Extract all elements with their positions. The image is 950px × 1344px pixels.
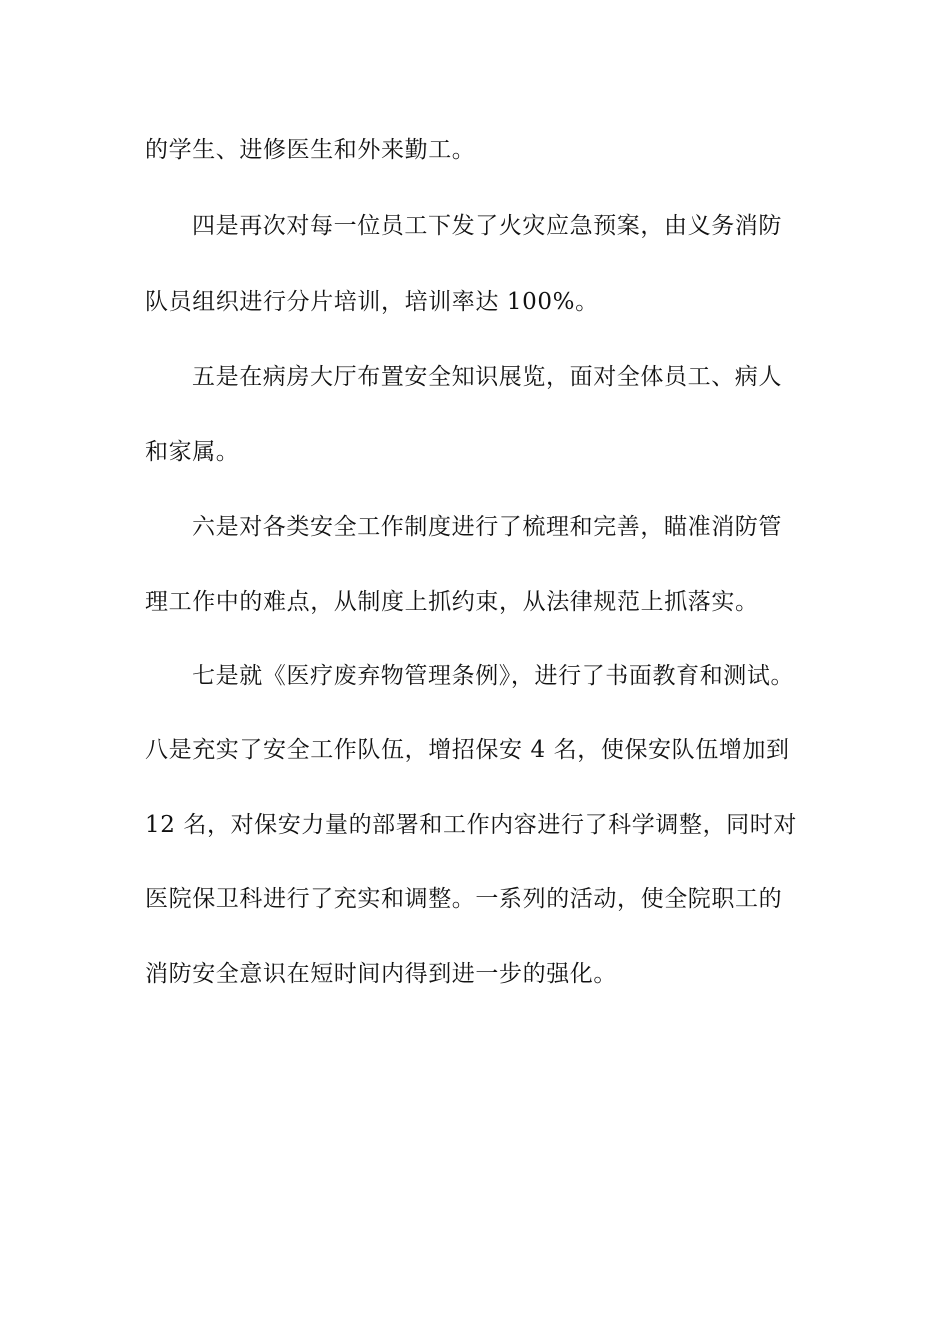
text-line: 队员组织进行分片培训，培训率达 100%。 bbox=[145, 289, 599, 315]
text-line: 四是再次对每一位员工下发了火灾应急预案，由义务消防 bbox=[192, 213, 782, 239]
text-line: 五是在病房大厅布置安全知识展览，面对全体员工、病人 bbox=[192, 364, 782, 390]
text-line: 八是充实了安全工作队伍，增招保安 4 名，使保安队伍增加到 bbox=[145, 737, 790, 763]
text-line: 12 名，对保安力量的部署和工作内容进行了科学调整，同时对 bbox=[145, 812, 797, 838]
text-line: 七是就《医疗废弃物管理条例》，进行了书面教育和测试。 bbox=[192, 663, 795, 689]
text-line: 六是对各类安全工作制度进行了梳理和完善，瞄准消防管 bbox=[192, 514, 782, 540]
text-line: 理工作中的难点，从制度上抓约束，从法律规范上抓落实。 bbox=[145, 589, 759, 615]
text-line: 医院保卫科进行了充实和调整。一系列的活动，使全院职工的 bbox=[145, 886, 783, 912]
text-line: 和家属。 bbox=[145, 439, 240, 465]
text-line: 的学生、进修医生和外来勤工。 bbox=[145, 137, 476, 163]
text-line: 消防安全意识在短时间内得到进一步的强化。 bbox=[145, 961, 617, 987]
